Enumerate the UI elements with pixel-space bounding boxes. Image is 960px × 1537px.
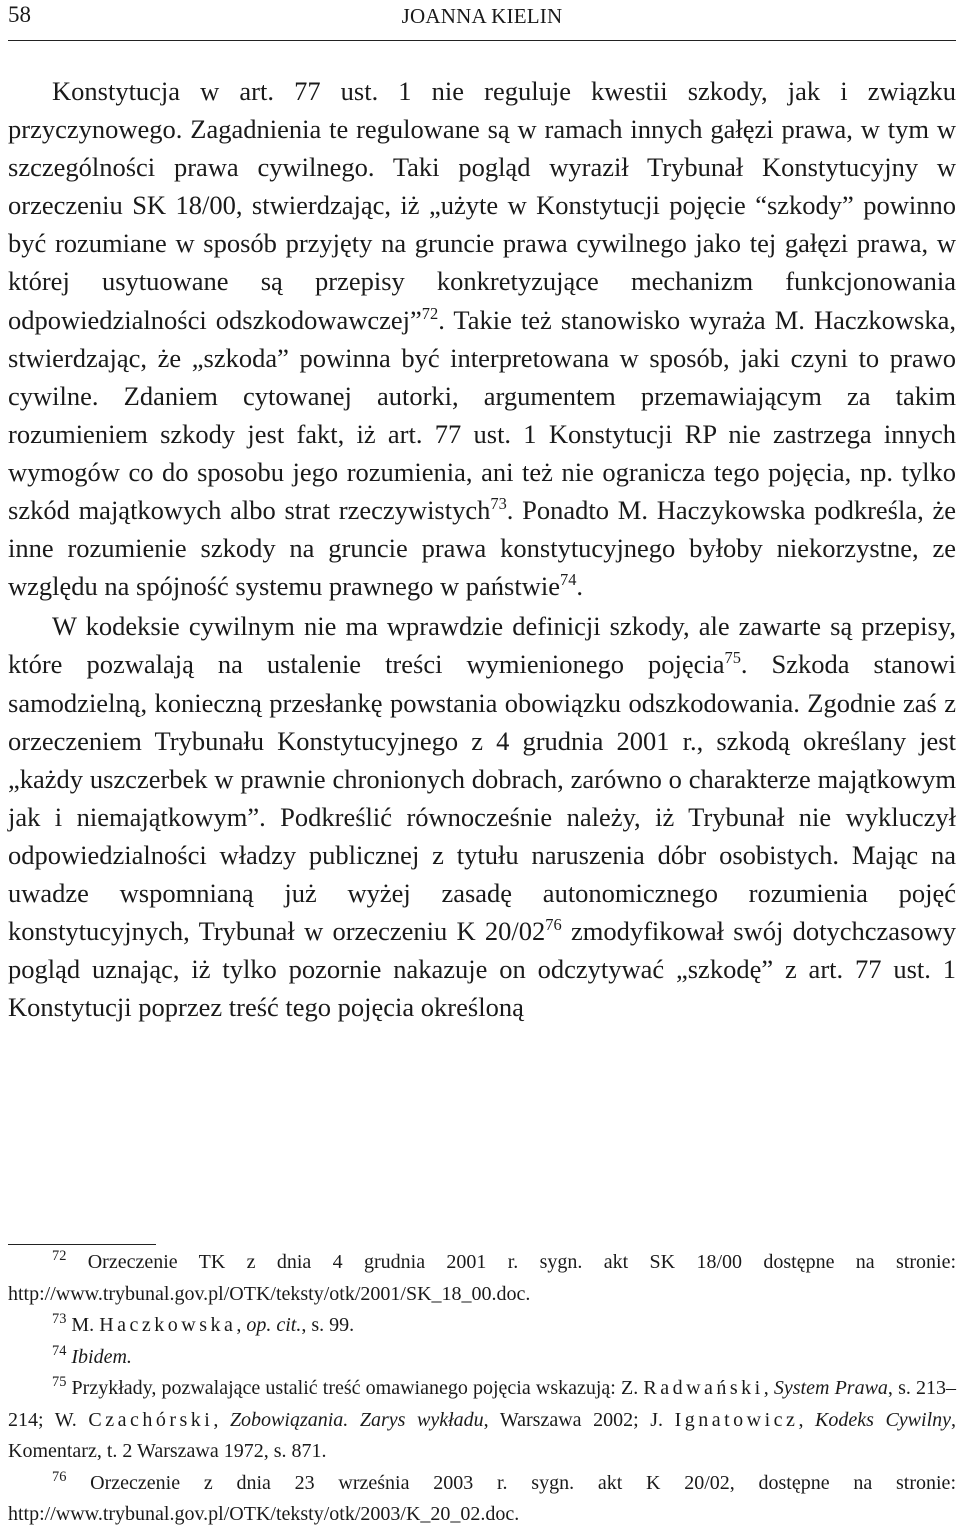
- footnote-ref-76: 76: [545, 914, 562, 934]
- paragraph-2: [8, 607, 956, 1026]
- header-rule: [8, 40, 956, 41]
- footnote-75: [8, 1373, 956, 1468]
- footnote-author: Ignatowicz: [674, 1408, 799, 1431]
- paragraph-2-text-2: . Szkoda stanowi samodzielną, konieczną przesłankę powstania obowiązku odszkodowania. Zgodnie zaś z orzeczeniem Trybunału Konstytucyjnego z 4 grudnia 2001 r., szkodą określany jest „każdy uszczerbek w prawnie chronionych dobrach, zarówno o charakterze majątkowym jak i niemajątkowym”. Podkreślić równocześnie należy, iż Trybunał nie wykluczył odpowiedzialności władzy publicznej z tytułu naruszenia dóbr osobistych. Mając na uwadze wspomnianą już wyżej zasadę autonomicznego rozumienia pojęć konstytucyjnych, Trybunał w orzeczeniu K 20/02: [8, 649, 956, 947]
- footnote-italic: op. cit.: [246, 1314, 302, 1336]
- footnote-author: Haczkowska: [99, 1314, 237, 1336]
- page-number: 58: [8, 2, 31, 27]
- footnote-number: 76: [52, 1468, 67, 1485]
- footnote-76: [8, 1468, 956, 1531]
- paragraph-1-text-1: Konstytucja w art. 77 ust. 1 nie reguluje kwestii szkody, jak i związku przyczynowego. Zagadnienia te regulowane są w ramach innych gałęzi prawa, w tym w szczególności prawa cywilnego. Taki pogląd wyraził Trybunał Konstytucyjny w orzeczeniu SK 18/00, stwierdzając, iż „użyte w Konstytucji pojęcie “szkody” powinno być rozumiane w sposób przyjęty na gruncie prawa cywilnego jako tej gałęzi prawa, w której usytuowane są przepisy konkretyzujące mechanizm funkcjonowania odpowiedzialności odszkodowawczej”: [8, 76, 956, 335]
- footnote-number: 74: [52, 1342, 67, 1359]
- footnote-text: ,: [213, 1408, 230, 1431]
- paragraph-1-text-4: .: [576, 571, 584, 602]
- footnote-text: , s. 99.: [301, 1314, 355, 1336]
- footnote-text: Orzeczenie TK z dnia 4 grudnia 2001 r. sygn. akt SK 18/00 dostępne na stronie: http://www.trybunal.gov.pl/OTK/teksty/otk/2001/SK_18_00.doc.: [8, 1251, 956, 1305]
- footnote-text: , Komentarz, t. 2 Warszawa 1972, s. 871.: [8, 1408, 957, 1462]
- footnote-author: Radwański: [643, 1377, 764, 1399]
- footnote-text: , s. 213–214; W.: [8, 1377, 956, 1431]
- footnote-73: [8, 1310, 956, 1342]
- footnote-number: 75: [52, 1374, 67, 1391]
- footnotes: [8, 1247, 956, 1531]
- footnote-ref-73: 73: [490, 493, 507, 513]
- footnote-74: [8, 1342, 956, 1374]
- paragraph-2-text-3: zmodyfikował swój dotychczasowy pogląd uznając, iż tylko pozornie nakazuje on odczytywać „szkodę” z art. 77 ust. 1 Konstytucji poprzez treść tego pojęcia określoną: [8, 916, 956, 1023]
- main-text: [8, 72, 956, 1026]
- footnote-number: 72: [52, 1248, 67, 1265]
- footnote-italic: System Prawa: [773, 1377, 888, 1399]
- footnote-text: ,: [798, 1408, 816, 1431]
- footnote-number: 73: [52, 1311, 67, 1328]
- footnote-text: ,: [236, 1314, 247, 1336]
- footnote-text: ,: [763, 1377, 774, 1399]
- page-header: [8, 0, 956, 40]
- footnote-text: Orzeczenie z dnia 23 września 2003 r. sygn. akt K 20/02, dostępne na stronie: http://www.trybunal.gov.pl/OTK/teksty/otk/2003/K_20_02.doc.: [8, 1471, 956, 1525]
- footnote-author: Czachórski: [88, 1408, 214, 1431]
- footnote-italic: Zobowiązania. Zarys wykładu: [229, 1408, 484, 1431]
- footnote-ref-75: 75: [724, 648, 741, 668]
- footnote-ref-74: 74: [559, 570, 577, 590]
- footnote-text: , Warszawa 2002; J.: [483, 1408, 675, 1431]
- footnote-italic: Ibidem.: [66, 1345, 132, 1368]
- footnote-italic: Kodeks Cywilny: [815, 1408, 952, 1431]
- paragraph-1-text-2: . Takie też stanowisko wyraża M. Haczkowska, stwierdzając, że „szkoda” powinna być interpretowana w sposób, jaki czyni to prawo cywilne. Zdaniem cytowanej autorki, argumentem przemawiającym za takim rozumieniem szkody jest fakt, iż art. 77 ust. 1 Konstytucji RP nie zastrzega innych wymogów co do sposobu jego rozumienia, ani też nie ogranicza tego pojęcia, np. tylko szkód majątkowych albo strat rzeczywistych: [8, 304, 956, 526]
- running-title: JOANNA KIELIN: [401, 4, 563, 28]
- paragraph-1-text-3: . Ponadto M. Haczykowska podkreśla, że inne rozumienie szkody na gruncie prawa konstytucyjnego byłoby niekorzystne, ze względu na spójność systemu prawnego w państwie: [8, 495, 956, 602]
- paragraph-2-text-1: W kodeksie cywilnym nie ma wprawdzie definicji szkody, ale zawarte są przepisy, które pozwalają na ustalenie treści wymienionego pojęcia: [8, 611, 956, 680]
- paragraph-1: [8, 72, 956, 605]
- footnote-rule: [8, 1244, 156, 1245]
- footnote-text: M.: [66, 1314, 100, 1336]
- footnote-ref-72: 72: [421, 303, 439, 323]
- footnote-72: [8, 1247, 956, 1310]
- footnote-text: Przykłady, pozwalające ustalić treść omawianego pojęcia wskazują: Z.: [66, 1377, 644, 1399]
